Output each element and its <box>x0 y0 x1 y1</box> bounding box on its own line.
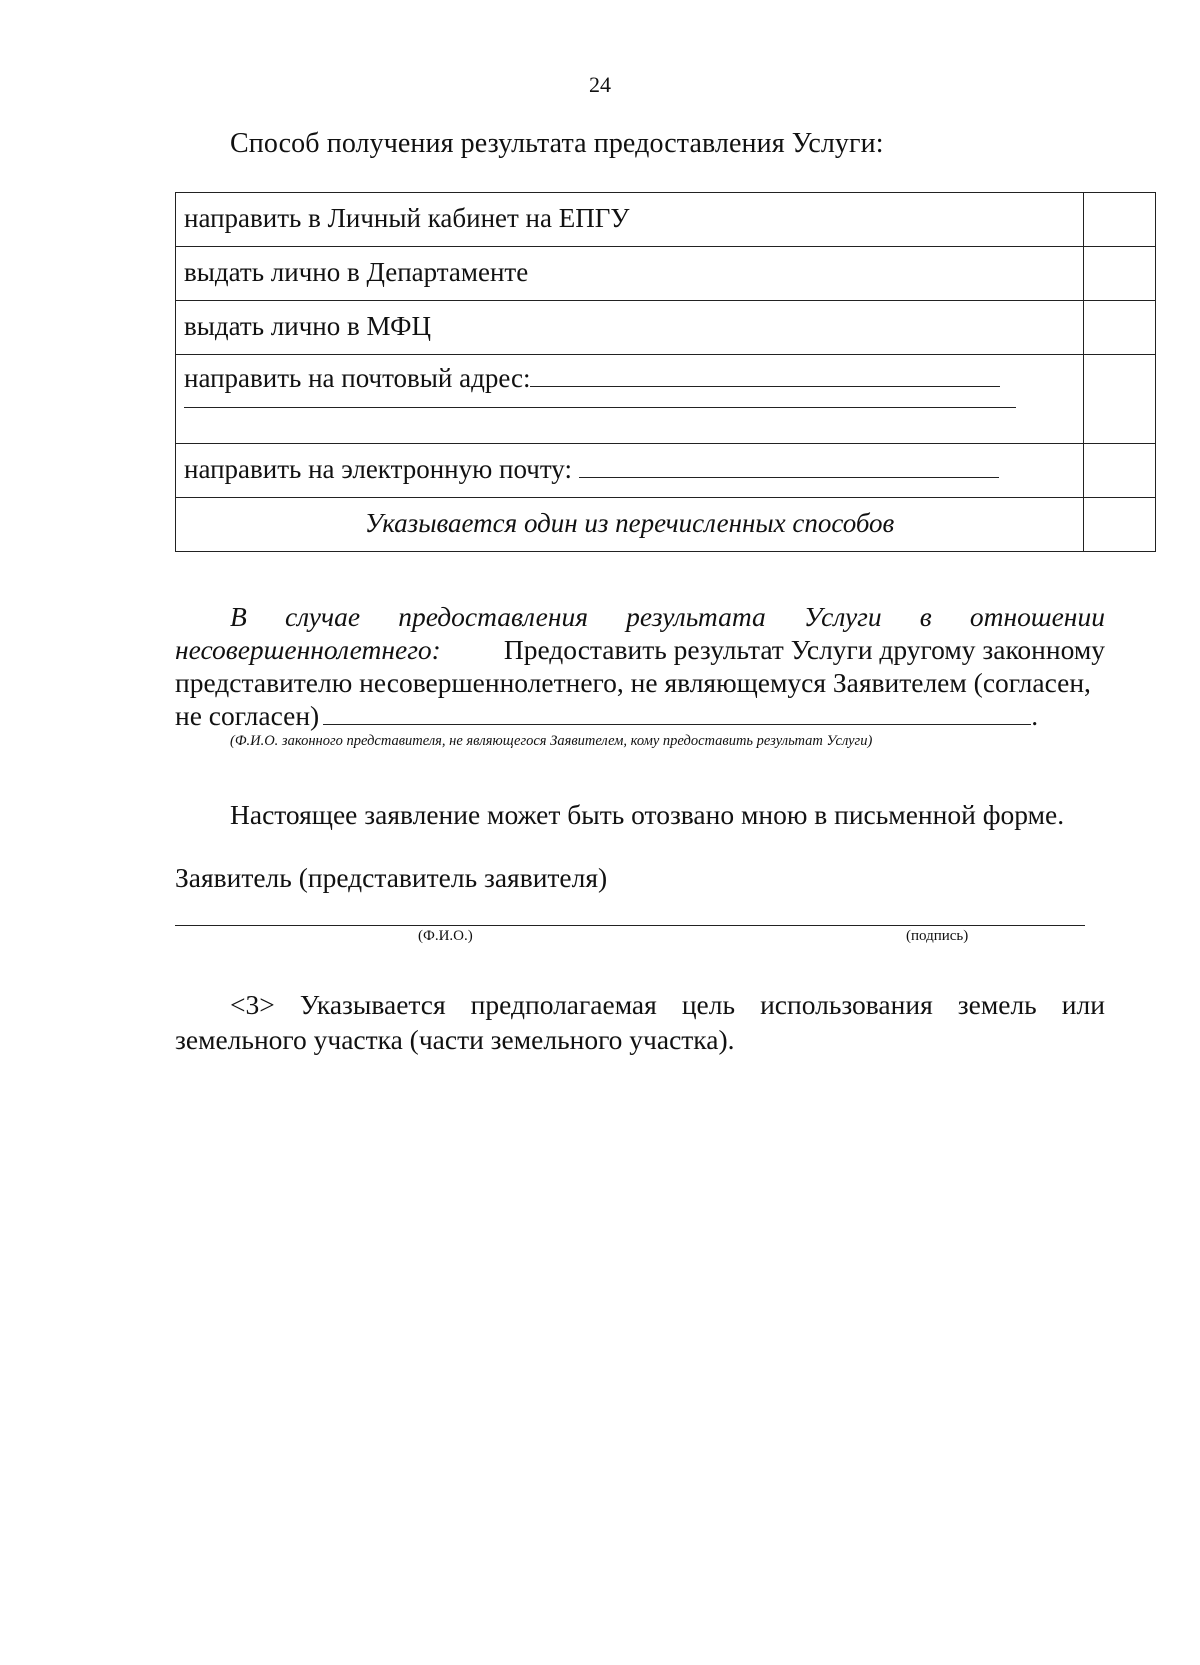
table-row <box>176 301 1156 355</box>
table-row <box>176 498 1156 552</box>
representative-name-field[interactable] <box>323 700 1031 725</box>
email-field[interactable] <box>579 449 999 478</box>
method-label-mfc: выдать лично в МФЦ <box>184 311 431 341</box>
minor-body-line2: представителю несовершеннолетнего, не являющемуся Заявителем (согласен, <box>175 667 1091 698</box>
minor-section: В случае предоставления результата Услуги в отношении несовершеннолетнего: Предоставить результат Услуги другому законному представителю несовершеннолетнего, не являющемуся Заявителем (согласен, не согласен) . <box>175 601 1105 731</box>
table-row <box>176 193 1156 247</box>
method-checkbox-note[interactable] <box>1084 498 1156 552</box>
page-number: 24 <box>589 72 611 97</box>
method-label-email: направить на электронную почту: <box>184 454 572 484</box>
method-label-department: выдать лично в Департаменте <box>184 257 529 287</box>
delivery-method-table <box>175 192 1156 552</box>
minor-lead-line: В случае предоставления результата Услуги в отношении <box>230 601 1105 632</box>
signature-caption: (подпись) <box>906 928 969 944</box>
applicant-signature-field[interactable] <box>175 925 1085 926</box>
footnote: <3> Указывается предполагаемая цель использования земель или земельного участка (части земельного участка). <box>175 989 1105 1055</box>
table-row <box>176 355 1156 444</box>
table-row <box>176 444 1156 498</box>
method-checkbox-department[interactable] <box>1084 247 1156 301</box>
method-checkbox-mfc[interactable] <box>1084 301 1156 355</box>
method-checkbox-postal[interactable] <box>1084 355 1156 444</box>
table-row <box>176 247 1156 301</box>
method-label-postal: направить на почтовый адрес: <box>184 363 531 393</box>
fio-caption: (Ф.И.О.) <box>418 928 473 944</box>
footnote-line2: земельного участка (части земельного участка). <box>175 1024 735 1055</box>
section-title: Способ получения результата предоставления Услуги: <box>230 128 884 159</box>
minor-body-line1: Предоставить результат Услуги другому законному <box>503 634 1105 665</box>
method-label-epgu: направить в Личный кабинет на ЕПГУ <box>184 203 630 233</box>
representative-name-caption: (Ф.И.О. законного представителя, не являющегося Заявителем, кому предоставить результат Услуги) <box>230 733 873 749</box>
minor-body-line3: не согласен) <box>175 700 320 731</box>
postal-address-field-line2[interactable] <box>184 399 1016 408</box>
method-checkbox-epgu[interactable] <box>1084 193 1156 247</box>
minor-lead-tail: несовершеннолетнего: <box>175 634 441 665</box>
method-checkbox-email[interactable] <box>1084 444 1156 498</box>
postal-address-field[interactable] <box>530 358 1000 387</box>
method-note: Указывается один из перечисленных способов <box>364 508 895 538</box>
revoke-statement: Настоящее заявление может быть отозвано мною в письменной форме. <box>230 799 1065 830</box>
applicant-label: Заявитель (представитель заявителя) <box>175 862 608 893</box>
